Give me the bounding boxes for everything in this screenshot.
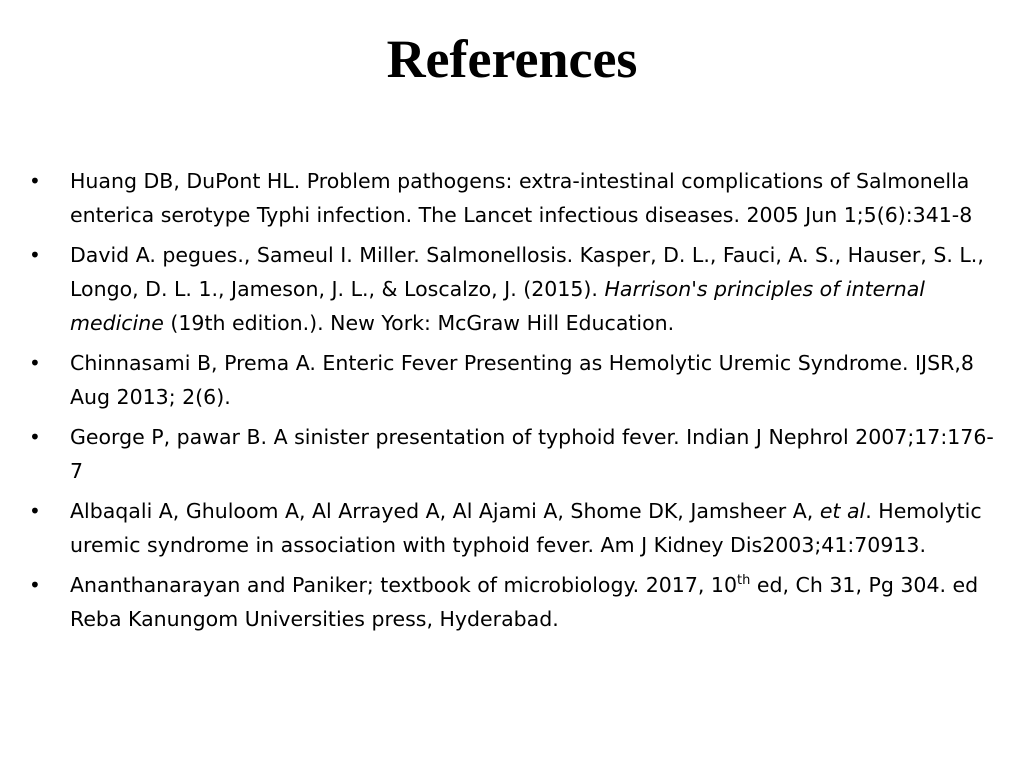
slide-title: References [386, 29, 638, 89]
reference-item [29, 494, 1004, 562]
reference-italic-title: Harrison's principles of internal medicine [70, 277, 925, 335]
reference-italic-etal: et al [819, 499, 866, 523]
reference-item [29, 568, 1004, 636]
reference-text: Albaqali A, Ghuloom A, Al Arrayed A, Al Ajami A, Shome DK, Jamsheer A, [70, 499, 820, 523]
reference-text-tail: . Hemolytic uremic syndrome in association with typhoid fever. Am J Kidney Dis2003;41:70913. [70, 499, 982, 557]
reference-item [29, 420, 1004, 488]
reference-text-tail: (19th edition.). New York: McGraw Hill Education. [163, 311, 675, 335]
reference-item [29, 238, 1004, 340]
reference-superscript: th [737, 573, 751, 588]
reference-text: Ananthanarayan and Paniker; textbook of microbiology. 2017, 10 [70, 573, 738, 597]
reference-text: George P, pawar B. A sinister presentation of typhoid fever. Indian J Nephrol 2007;17:176-7 [70, 425, 994, 483]
reference-text: Huang DB, DuPont HL. Problem pathogens: extra-intestinal complications of Salmonella enterica serotype Typhi infection. The Lancet infectious diseases. 2005 Jun 1;5(6):341-8 [70, 169, 973, 227]
bullet-icon: • [29, 499, 41, 523]
reference-item [29, 346, 1004, 414]
reference-text-tail: ed, Ch 31, Pg 304. ed Reba Kanungom Universities press, Hyderabad. [70, 573, 979, 631]
bullet-icon: • [29, 573, 41, 597]
bullet-icon: • [29, 243, 41, 267]
reference-item [29, 164, 1004, 232]
reference-text: David A. pegues., Sameul I. Miller. Salmonellosis. Kasper, D. L., Fauci, A. S., Hauser, S. L., Longo, D. L. 1., Jameson, J. L., & Loscalzo, J. (2015). [70, 243, 984, 301]
reference-list [29, 164, 1004, 642]
bullet-icon: • [29, 351, 41, 375]
bullet-icon: • [29, 169, 41, 193]
bullet-icon: • [29, 425, 41, 449]
reference-text: Chinnasami B, Prema A. Enteric Fever Presenting as Hemolytic Uremic Syndrome. IJSR,8 Aug 2013; 2(6). [70, 351, 974, 409]
